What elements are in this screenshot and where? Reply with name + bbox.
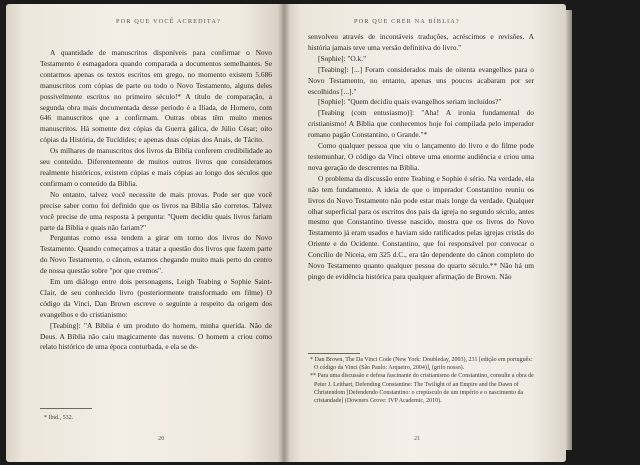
page-number-left: 20 — [158, 435, 165, 442]
footnote-rule — [308, 353, 360, 354]
paragraph: Os milhares de manuscritos dos livros da Bíblia conferem credibilidade ao seu conteúdo. Diferentemente de muitos outros livros que consideramos realmente históricos, existem cópias e mais cópias ao longo dos séculos que confirmam o conteúdo da Bíblia. — [40, 146, 272, 188]
running-head-left: POR QUE VOCÊ ACREDITA? — [116, 18, 221, 25]
footnotes-right — [308, 356, 534, 405]
dialogue-line: [Teabing (com entusiasmo)]: "Aha! A ironia fundamental do cristianismo! A Bíblia que conhecemos hoje foi compilada pelo imperador romano pagão Constantino, o Grande."* — [308, 108, 534, 140]
footnote: * Ibid., 532. — [44, 415, 74, 421]
left-page-body — [40, 48, 272, 353]
page-edge — [566, 10, 572, 450]
footnote: * Dan Brown, The Da Vinci Code (New York: Doubleday, 2003), 231 [edição em português: O código da Vinci (São Paulo: Arqueiro, 2004)], (grifo nosso). — [310, 357, 533, 372]
paragraph: senvolveu através de incontáveis traduções, acréscimos e revisões. A história jamais teve uma versão definitiva do livro." — [308, 32, 534, 52]
quote-paragraph: [Teabing]: "A Bíblia é um produto do homem, minha querida. Não de Deus. A Bíblia não caiu magicamente das nuvens. O homem a criou como relato histórico de uma época conturbada, e ela se de- — [40, 320, 272, 352]
right-page-body — [308, 32, 534, 283]
paragraph: Perguntas como essa tendem a girar em torno dos livros do Novo Testamento. Quando começamos a tratar a questão dos livros que fazem parte do Novo Testamento, o cânon, estamos chegando muito mais perto do centro de nossa questão sobre "por que cremos". — [40, 233, 272, 276]
paragraph: Em um diálogo entre dois personagens, Leigh Teabing e Sophie Saint-Clair, de seu conhecido livro (posteriormente transformado em filme) O código da Vinci, Dan Brown escreve o seguinte a respeito da origem dos evangelhos e do cristianismo: — [40, 277, 272, 319]
dialogue-line: [Sophie]: "Quem decidiu quais evangelhos seriam incluídos?" — [318, 97, 502, 107]
dialogue-line: [Teabing]: [...] Foram considerados mais de oitenta evangelhos para o Novo Testamento, no entanto, apenas uns poucos acabaram por ser escolhidos [...]." — [308, 64, 534, 96]
footnote-left — [44, 414, 274, 422]
left-page — [6, 4, 284, 462]
dialogue-line: [Sophie]: "O.k." — [318, 53, 367, 63]
paragraph: O problema da discussão entre Teabing e Sophie é sério. Na verdade, ela não tem fundamento. A ideia de que o imperador Constantino reuniu os livros do Novo Testamento não pode estar mais longe da verdade. Qualquer olhar superficial para os escritos dos pais da igreja no segundo século, antes mesmo que Constantino tivesse nascido, mostra que os livros do Novo Testamento já eram usados e haviam sido ratificados pelas igrejas cristãs do Oriente e do Ocidente. Constantino, que foi responsável por convocar o Concílio de Niceia, em 325 d.C., era tão dependente do cânon completo do Novo Testamento quanto qualquer pessoa do quarto século.** Não há um pingo de evidência histórica para qualquer afirmação de Brown. Não — [308, 173, 534, 281]
right-page — [284, 4, 566, 462]
page-number-right: 21 — [414, 435, 421, 442]
paragraph: A quantidade de manuscritos disponíveis para confirmar o Novo Testamento é esmagadora quando comparada a documentos semelhantes. Se contarmos apenas os textos escritos em grego, no momento existem 5.686 manuscritos com cópias de parte ou todo o Novo Testamento, alguns deles possivelmente escritos no primeiro século!* A título de comparação, a segunda obra mais documentada desse período é a Ilíada, de Homero, com 646 manuscritos que a confirmam. Outras obras têm muito menos manuscritos. Há somente dez cópias da Guerra gálica, de Júlio César; oito cópias da História, de Tucídides; e apenas duas cópias dos Anais, de Tácito. — [40, 48, 272, 145]
footnote: ** Para uma discussão e defesa fascinante do cristianismo de Constantino, consulte a obra de Peter J. Leithart, Defending Constantine: The Twilight of an Empire and the Dawn of Christendom [Defendendo Constantino: o crepúsculo de um império e o nascimento da cristandade] (Downers Grove: IVP Academic, 2010). — [310, 373, 534, 405]
paragraph: No entanto, talvez você necessite de mais provas. Pode ser que você precise saber como foi definido que os livros na Bíblia são corretos. Talvez você precise de uma resposta à pergunta: "Quem decidiu quais livros fariam parte da Bíblia e quais não fariam?" — [40, 189, 272, 232]
paragraph: Como qualquer pessoa que viu o lançamento do livro e do filme pode testemunhar, O código da Vinci obteve uma enorme audiência e criou uma nova geração de descrentes na Bíblia. — [308, 141, 534, 172]
running-head-right: POR QUE CRER NA BÍBLIA? — [354, 18, 460, 25]
book-gutter — [278, 4, 290, 462]
footnote-rule — [40, 408, 92, 409]
